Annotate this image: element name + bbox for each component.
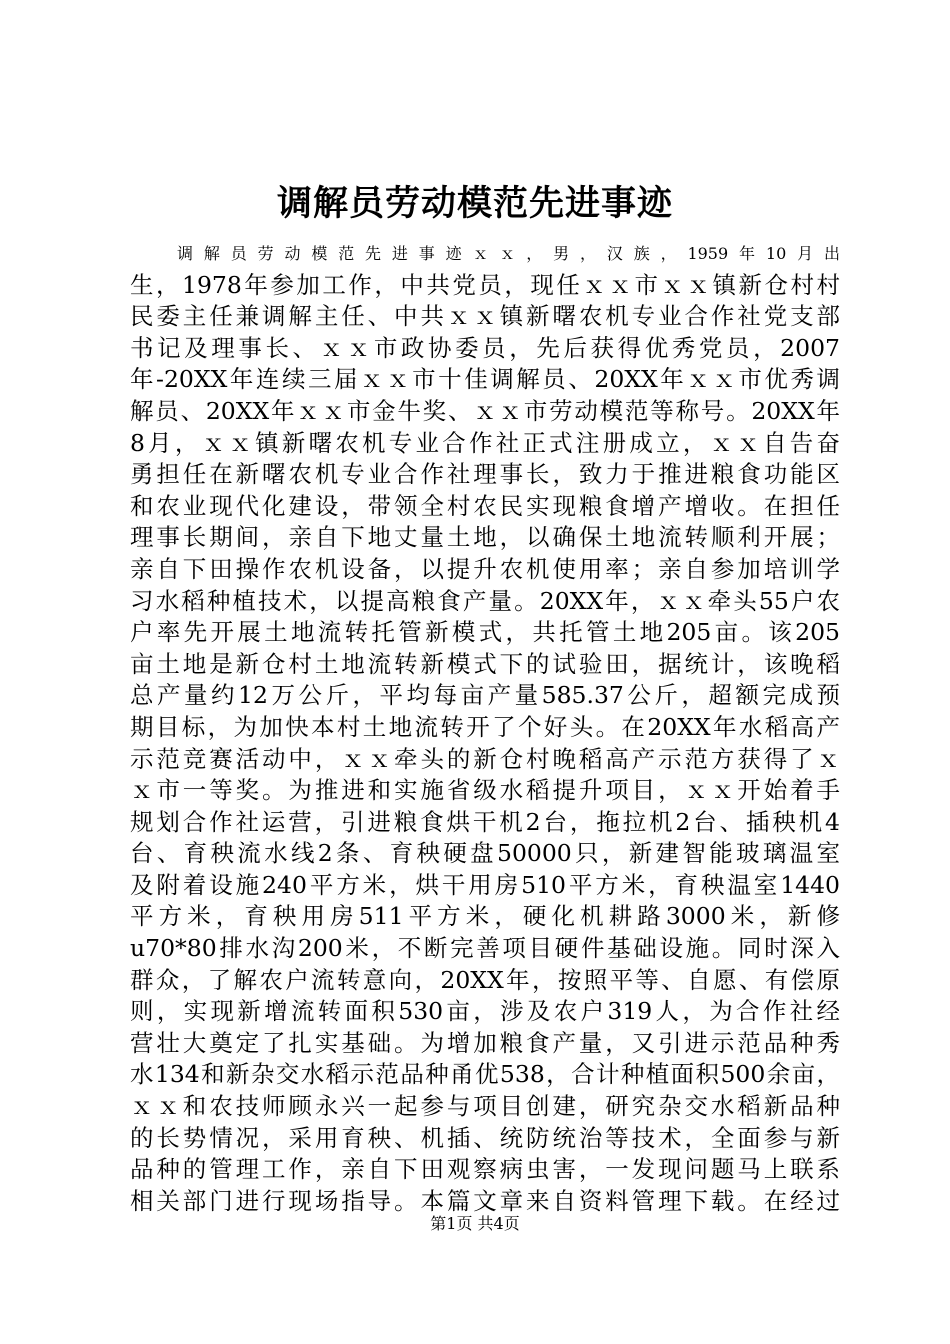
text-line: 的长势情况，采用育秧、机插、统防统治等技术，全面参与新: [130, 1123, 840, 1152]
text-line: 期目标，为加快本村土地流转开了个好头。在20XX年水稻高产: [130, 712, 840, 741]
text-line: 水134和新杂交水稻示范品种甬优538，合计种植面积500余亩，: [130, 1060, 840, 1089]
text-line: 和农业现代化建设，带领全村农民实现粮食增产增收。在担任: [130, 491, 840, 520]
body-paragraph: [130, 238, 840, 1217]
text-line: 营壮大奠定了扎实基础。为增加粮食产量，又引进示范品种秀: [130, 1028, 840, 1057]
text-line: 调解员劳动模范先进事迹ｘｘ，男，汉族，1959年10月出: [177, 244, 840, 263]
text-line: 理事长期间，亲自下地丈量土地，以确保土地流转顺利开展；: [130, 523, 840, 552]
text-line: 亲自下田操作农机设备，以提升农机使用率；亲自参加培训学: [130, 554, 840, 583]
text-line: 及附着设施240平方米，烘干用房510平方米，育秧温室1440: [130, 870, 840, 899]
text-line: u70*80排水沟200米，不断完善项目硬件基础设施。同时深入: [130, 934, 840, 963]
text-line: 示范竞赛活动中，ｘｘ牵头的新仓村晚稻高产示范方获得了ｘ: [130, 744, 840, 773]
text-line: 书记及理事长、ｘｘ市政协委员，先后获得优秀党员，2007: [130, 333, 840, 362]
text-line: 总产量约12万公斤，平均每亩产量585.37公斤，超额完成预: [130, 681, 840, 710]
text-line: 8月，ｘｘ镇新曙农机专业合作社正式注册成立，ｘｘ自告奋: [130, 428, 840, 457]
text-line: 平方米，育秧用房511平方米，硬化机耕路3000米，新修: [130, 902, 840, 931]
text-line: 相关部门进行现场指导。本篇文章来自资料管理下载。在经过: [130, 1186, 840, 1215]
text-line: 亩土地是新仓村土地流转新模式下的试验田，据统计，该晚稻: [130, 649, 840, 678]
text-line: 生，1978年参加工作，中共党员，现任ｘｘ市ｘｘ镇新仓村村: [130, 270, 840, 299]
text-line: 年-20XX年连续三届ｘｘ市十佳调解员、20XX年ｘｘ市优秀调: [130, 365, 840, 394]
text-line: 群众，了解农户流转意向，20XX年，按照平等、自愿、有偿原: [130, 965, 840, 994]
text-line: 规划合作社运营，引进粮食烘干机2台，拖拉机2台、插秧机4: [130, 807, 840, 836]
text-line: 解员、20XX年ｘｘ市金牛奖、ｘｘ市劳动模范等称号。20XX年: [130, 396, 840, 425]
text-line: 民委主任兼调解主任、中共ｘｘ镇新曙农机专业合作社党支部: [130, 302, 840, 331]
text-line: 习水稻种植技术，以提高粮食产量。20XX年，ｘｘ牵头55户农: [130, 586, 840, 615]
text-line: ｘ市一等奖。为推进和实施省级水稻提升项目，ｘｘ开始着手: [130, 776, 840, 805]
page-number-footer: 第1页 共4页: [430, 1214, 520, 1233]
text-line: 品种的管理工作，亲自下田观察病虫害，一发现问题马上联系: [130, 1155, 840, 1184]
document-title: 调解员劳动模范先进事迹: [276, 183, 673, 224]
text-line: 则，实现新增流转面积530亩，涉及农户319人，为合作社经: [130, 997, 840, 1026]
text-line: ｘｘ和农技师顾永兴一起参与项目创建，研究杂交水稻新品种: [130, 1092, 840, 1121]
text-line: 户率先开展土地流转托管新模式，共托管土地205亩。该205: [130, 618, 840, 647]
text-line: 勇担任在新曙农机专业合作社理事长，致力于推进粮食功能区: [130, 460, 840, 489]
text-line: 台、育秧流水线2条、育秧硬盘50000只，新建智能玻璃温室: [130, 839, 840, 868]
